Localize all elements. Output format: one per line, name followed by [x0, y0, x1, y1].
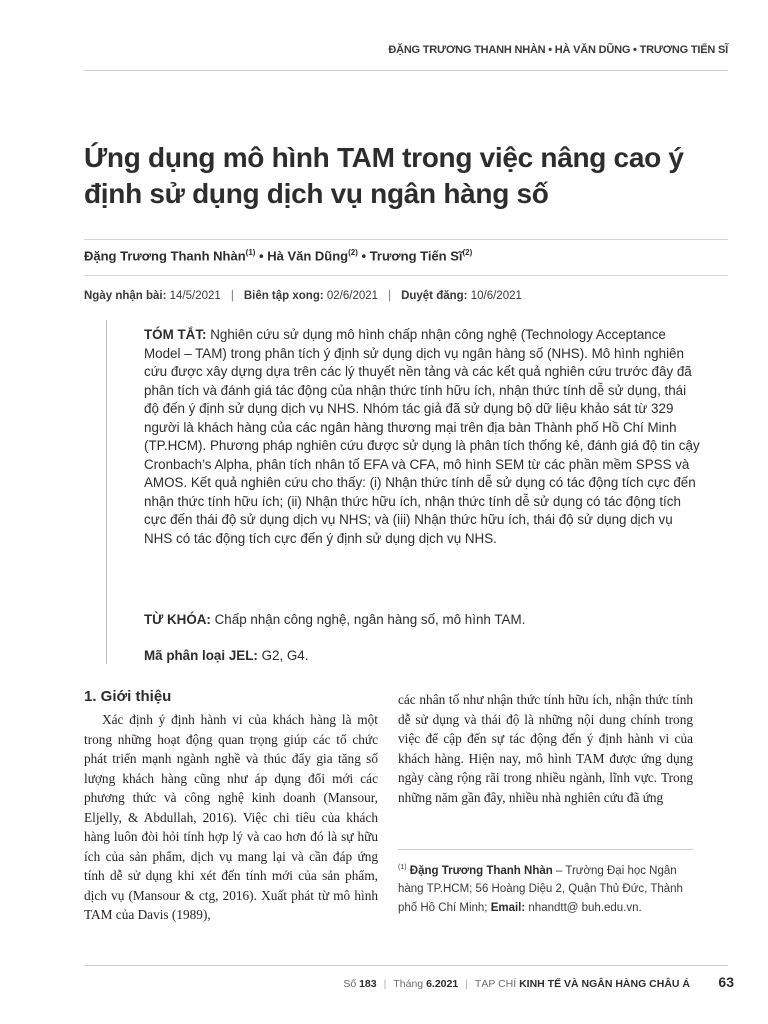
running-head: ĐẶNG TRƯƠNG THANH NHÀN • HÀ VĂN DŨNG • TRƯƠNG TIẾN SĨ [388, 44, 728, 56]
page-number: 63 [718, 974, 734, 990]
footnote-mark: (1) [398, 864, 407, 871]
keywords-label: TỪ KHÓA: [144, 612, 211, 627]
received-label: Ngày nhận bài: [84, 290, 167, 302]
author-name: Trương Tiến Sĩ [369, 248, 463, 264]
footnote-divider [398, 849, 693, 850]
footer-divider [84, 965, 728, 966]
received-date: 14/5/2021 [169, 290, 221, 302]
author-name: Hà Văn Dũng [267, 248, 349, 264]
author-affiliation-mark: (1) [245, 248, 256, 257]
abstract-label: TÓM TẮT: [144, 327, 207, 342]
author-affiliation-mark: (2) [348, 248, 358, 257]
body-column-left [84, 710, 378, 925]
footnote-affiliation: – Trường Đại học Ngân hàng TP.HCM; 56 Hoàng Diệu 2, Quận Thủ Đức, Thành phố Hồ Chí Minh; [398, 864, 683, 914]
edited-label: Biên tập xong: [243, 290, 324, 302]
keywords-text: Chấp nhận công nghệ, ngân hàng số, mô hình TAM. [214, 612, 526, 627]
author-separator: • [255, 248, 268, 264]
author-affiliation-mark: (2) [462, 248, 473, 257]
issue-number: 183 [359, 978, 377, 990]
issue-label: Số [343, 978, 357, 990]
page-footer: Số 183 | Tháng 6.2021 | TẠP CHÍ KINH TẾ VÀ NGÂN HÀNG CHÂU Á [343, 978, 690, 990]
published-label: Duyệt đăng: [401, 290, 468, 302]
footnote-author: Đặng Trương Thanh Nhàn [409, 864, 553, 877]
email-label: Email: [490, 901, 526, 914]
article-dates [84, 290, 522, 302]
abstract-text: Nghiên cứu sử dụng mô hình chấp nhận công nghệ (Technology Acceptance Model – TAM) trong phân tích ý định sử dụng dịch vụ ngân hàng số (NHS). Mô hình nghiên cứu được xây dựng dựa trên các lý thuyết nền tảng và các kết quả nghiên cứu trước đây đã phân tích và đánh giá tác động của nhận thức tính hữu ích, nhận thức tính dễ sử dụng, thái độ đến ý định sử dụng dịch vụ NHS. Nhóm tác giả đã sử dụng bộ dữ liệu khảo sát từ 329 người là khách hàng của các ngân hàng thương mại trên địa bàn Thành phố Hồ Chí Minh (TP.HCM). Phương pháp nghiên cứu được sử dụng là phân tích thống kê, đánh giá độ tin cậy Cronbach’s Alpha, phân tích nhân tố EFA và CFA, mô hình SEM từ các phần mềm SPSS và AMOS. Kết quả nghiên cứu cho thấy: (i) Nhận thức tính dễ sử dụng có tác động tích cực đến nhận thức tính hữu ích; (ii) Nhận thức hữu ích, nhận thức tính dễ sử dụng có tác động tích cực đến thái độ sử dụng dịch vụ NHS; và (iii) Nhận thức hữu ích, thái độ sử dụng dịch vụ NHS có tác động tích cực đến ý định sử dụng dịch vụ NHS. [144, 327, 700, 546]
email-address: nhandtt@ buh.edu.vn. [525, 901, 642, 914]
date-separator: | [230, 290, 234, 302]
published-date: 10/6/2021 [470, 290, 522, 302]
edited-date: 02/6/2021 [326, 290, 379, 302]
authors-divider-bottom [84, 275, 728, 276]
journal-prefix: TẠP CHÍ [474, 978, 517, 990]
month-label: Tháng [393, 978, 424, 990]
section-heading: 1. Giới thiệu [84, 688, 172, 705]
issue-month: 6.2021 [426, 978, 459, 990]
author-separator: • [357, 248, 370, 264]
body-column-right: các nhân tố như nhận thức tính hữu ích, nhận thức tính dễ sử dụng và thái độ là những nội dung chính trong việc để cập đến sự tác động đến ý định hành vi của khách hàng. Hiện nay, mô hình TAM được ứng dụng ngày càng rộng rãi trong nhiều ngành, lĩnh vực. Trong những năm gần đây, nhiều nhà nghiên cứu đã ứng [398, 692, 693, 805]
author-name: Đặng Trương Thanh Nhàn [84, 248, 246, 264]
jel-label: Mã phân loại JEL: [144, 648, 258, 663]
author-footnote [398, 859, 693, 917]
journal-name: KINH TẾ VÀ NGÂN HÀNG CHÂU Á [519, 978, 690, 990]
authors-divider-top [84, 239, 728, 240]
jel-codes [144, 648, 704, 663]
jel-text: G2, G4. [261, 648, 309, 663]
article-title: Ứng dụng mô hình TAM trong việc nâng cao ý định sử dụng dịch vụ ngân hàng số [84, 142, 684, 209]
date-separator: | [388, 290, 392, 302]
keywords [144, 612, 704, 627]
abstract-side-rule [106, 320, 107, 664]
author-list [84, 248, 472, 263]
abstract [144, 326, 702, 548]
header-divider [84, 70, 728, 71]
body-paragraph: Xác định ý định hành vi của khách hàng là một trong những hoạt động quan trọng giúp các tổ chức phát triển mạnh ngành nghề và thúc đẩy gia tăng số lượng khách hàng cũng như áp dụng đổi mới các phương thức và công nghệ kinh doanh (Mansour, Eljelly, & Abdullah, 2016). Việc chi tiêu của khách hàng luôn đòi hỏi tính hợp lý và cao hơn đó là sự hữu ích của sản phẩm, dịch vụ mang lại và cần đáp ứng tính dễ sử dụng khi xét đến tính mới của sản phẩm, dịch vụ (Mansour & ctg, 2016). Xuất phát từ mô hình TAM của Davis (1989), [84, 712, 378, 922]
